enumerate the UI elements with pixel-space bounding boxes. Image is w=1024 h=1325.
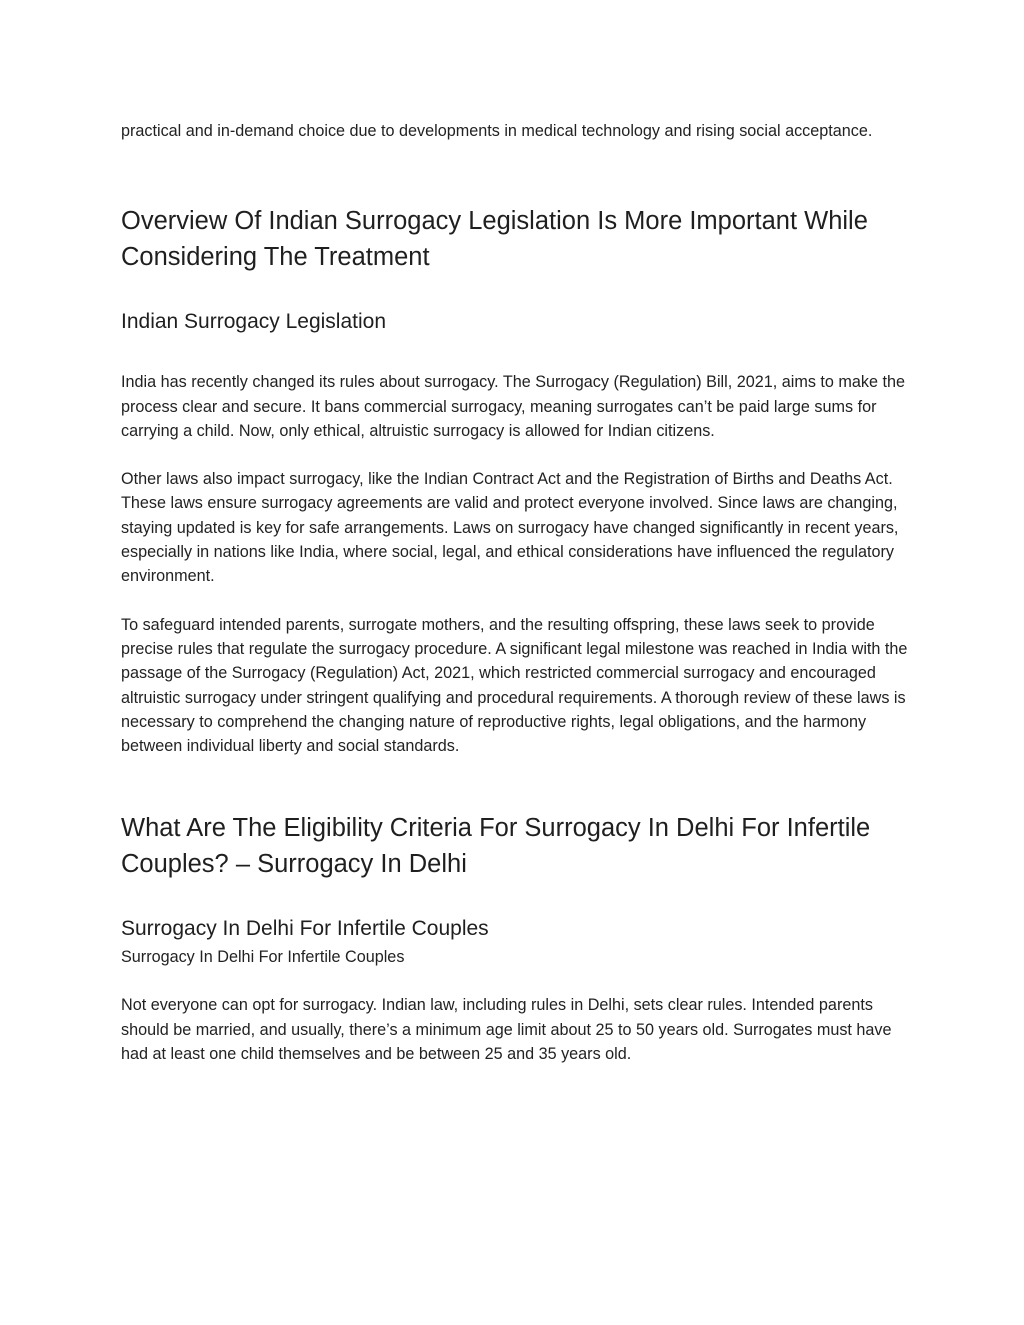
- document-page: [121, 119, 911, 1066]
- section2-paragraph-1: Not everyone can opt for surrogacy. Indian law, including rules in Delhi, sets clear rules. Intended parents should be married, and usually, there’s a minimum age limit about 25 to 50 years old. Surrogates must have had at least one child themselves and be between 25 and 35 years old.: [121, 996, 892, 1064]
- section1-paragraph-3: To safeguard intended parents, surrogate mothers, and the resulting offspring, these laws seek to provide precise rules that regulate the surrogacy procedure. A significant legal milestone was reached in India with the passage of the Surrogacy (Regulation) Act, 2021, which restricted commercial surrogacy and encouraged altruistic surrogacy under stringent qualifying and procedural requirements. A thorough review of these laws is necessary to comprehend the changing nature of reproductive rights, legal obligations, and the harmony between individual liberty and social standards.: [121, 615, 908, 756]
- section2-heading: What Are The Eligibility Criteria For Surrogacy In Delhi For Infertile Couples? – Surrogacy In Delhi: [121, 814, 871, 879]
- intro-paragraph: practical and in-demand choice due to developments in medical technology and rising social acceptance.: [121, 122, 873, 140]
- section1-paragraph-2: Other laws also impact surrogacy, like the Indian Contract Act and the Registration of Births and Deaths Act. These laws ensure surrogacy agreements are valid and protect everyone involved. Since laws are changing, staying updated is key for safe arrangements. Laws on surrogacy have changed significantly in recent years, especially in nations like India, where social, legal, and ethical considerations have influenced the regulatory environment.: [121, 470, 899, 586]
- section1-paragraph-1: India has recently changed its rules about surrogacy. The Surrogacy (Regulation) Bill, 2021, aims to make the process clear and secure. It bans commercial surrogacy, meaning surrogates can’t be paid large sums for carrying a child. Now, only ethical, altruistic surrogacy is allowed for Indian citizens.: [121, 373, 906, 440]
- section1-subheading: Indian Surrogacy Legislation: [121, 310, 387, 334]
- section2-subheading: Surrogacy In Delhi For Infertile Couples: [121, 917, 489, 941]
- section2-caption: Surrogacy In Delhi For Infertile Couples: [121, 948, 405, 967]
- section1-heading: Overview Of Indian Surrogacy Legislation Is More Important While Considering The Treatment: [121, 207, 868, 272]
